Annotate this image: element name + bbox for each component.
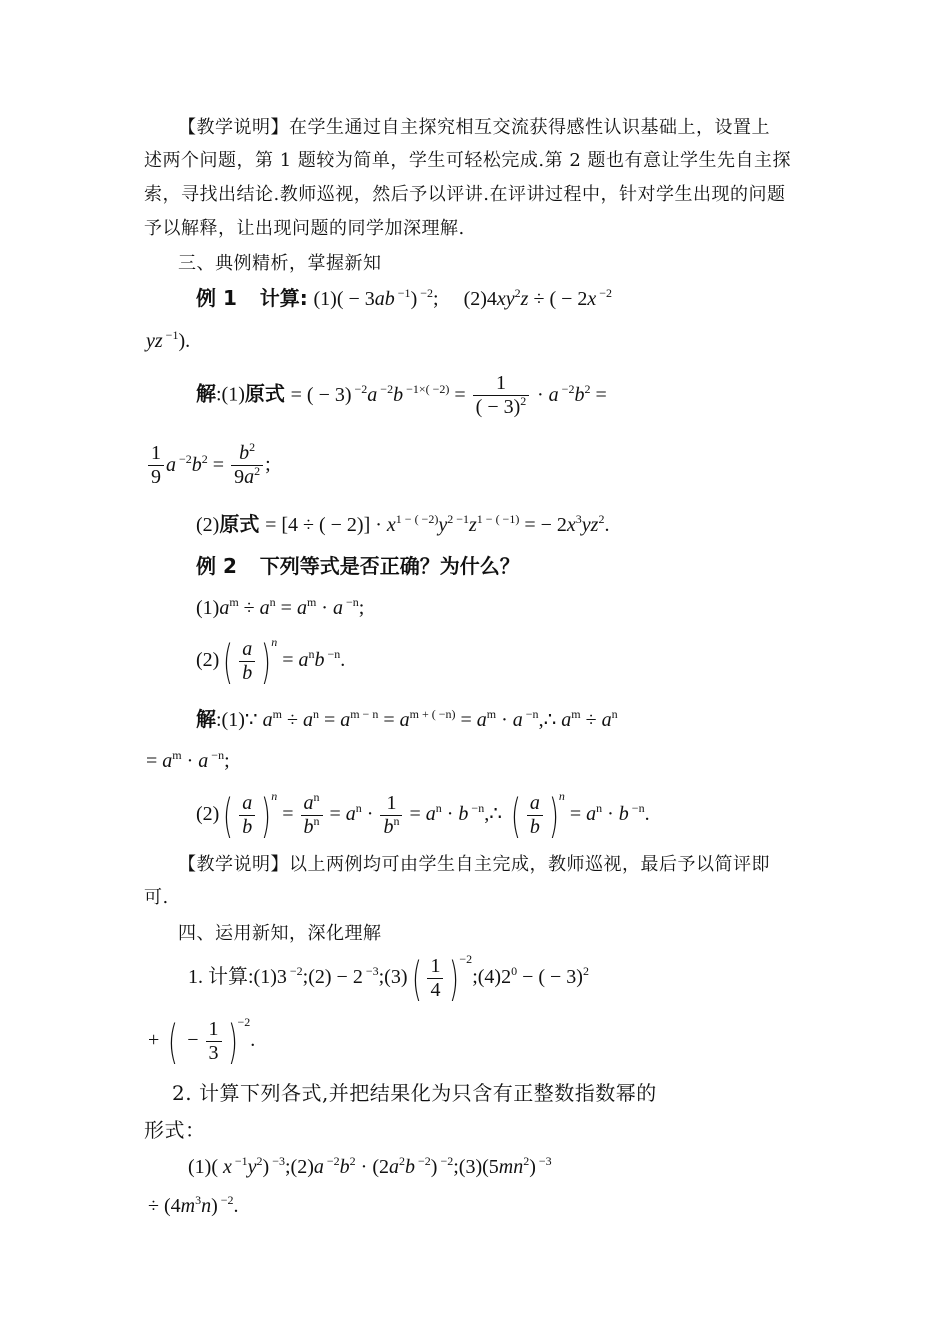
section4-heading: 四、运用新知，深化理解: [178, 923, 382, 944]
example2-eq1: $(1)a^m \div a^n = a^m \cdot a$ $^{-n}$;: [196, 595, 365, 619]
exercise2-items: (1)( x $^{-1}y^2$) $^{-3}$;(2)a $^{-2}b^2 \cdot (2a^2b$ $^{-2}$) $^{-2};(3)(5mn^2)$ $^{-3}$: [188, 1154, 552, 1178]
example2-solution-2: (2)( $\frac{a}{b}$ )n = $\frac{a^n}{b^n}$ = $a^n$ · $\frac{1}{b^n}$ = $a^n \cdot b$ $^{-n}$,∴ ( $\frac{a}{b}$ )$n = a^n \cdot b$ $^{-n}$.: [196, 788, 650, 843]
para2-line-1: 【教学说明】以上两例均可由学生自主完成，教师巡视，最后予以简评即: [178, 854, 770, 875]
original-expr-label-2: 原式: [219, 512, 260, 536]
para2-line-2: 可.: [144, 887, 169, 908]
fraction: $\frac{1}{( - 3)^2}$: [473, 372, 530, 419]
example2-question: 下列等式是否正确？为什么？: [259, 554, 520, 578]
exercise2-items-cont: ÷ $(4m^3n)$ $^{-2}$.: [148, 1193, 239, 1217]
example2-label: 例 2: [196, 554, 237, 578]
example1-instruction: 计算: [259, 286, 300, 310]
solution-label: 解: [196, 381, 216, 406]
exercise1: 1. 计算:(1)3 $^{-2}$;(2) − 2 $^{-3}$;(3)( $\frac{1}{4}$ )$-2;(4)2^0$ − ( − 3)$^2$: [188, 951, 589, 1006]
example1-problem-cont: yz $^{-1}$).: [146, 328, 191, 352]
solution-label-2: 解: [196, 707, 216, 731]
para1-line-3: 索，寻找出结论.教师巡视，然后予以评讲.在评讲过程中，针对学生出现的问题: [144, 184, 786, 205]
section3-heading: 三、典例精析，掌握新知: [178, 253, 382, 274]
exercise2-line-1: 2. 计算下列各式,并把结果化为只含有正整数指数幂的: [172, 1081, 657, 1105]
para1-line-4: 予以解释，让出现问题的同学加深理解.: [144, 218, 465, 239]
exercise2-line-2: 形式：: [144, 1118, 206, 1142]
example2-eq2: (2)( $\frac{a}{b}$ )$n = a^nb$ $^{-n}$.: [196, 634, 346, 689]
example2-heading: [196, 556, 520, 577]
para1-line-2: 述两个问题，第 1 题较为简单，学生可轻松完成.第 2 题也有意让学生先自主探: [144, 150, 792, 171]
example2-solution-1-cont: = $a^m \cdot a$ $^{-n}$;: [146, 748, 230, 772]
example1-solution-2: (2)原式 = [4 ÷ ( − $2)] \cdot x^{1 - ( -2)}y^{2 -1}z^{1 - ( -1)}$ = − $2x^3yz^2$.: [196, 512, 610, 536]
para1-line-1: 【教学说明】在学生通过自主探究相互交流获得感性认识基础上，设置上: [178, 117, 770, 138]
example1-solution-1-cont: $\frac{1}{9}$ a $^{-2}b^2$ = $\frac{b^2}{9a^2}$ ;: [146, 442, 271, 489]
exercise1-label: 1. 计算: [188, 966, 248, 989]
example1-label: 例 1: [196, 286, 237, 310]
example1-solution-1: 解:(1)原式 = ( − 3) $^{-2}$a $^{-2}$b $^{-1\times( -2)}$ = $\frac{1}{( - 3)^2}$ · a $^{-2}b^2$ =: [196, 372, 607, 418]
exercise1-cont: + ( − $\frac{1}{3}$ )−2.: [148, 1014, 256, 1069]
example2-solution-1: 解:(1)∵ $a^m \div a^n = a^{m - n} = a^{m + ( -n)} = a^m \cdot a$ $^{-n}$,∴ $a^m \div a^n$: [196, 707, 618, 731]
original-expr-label: 原式: [244, 381, 285, 406]
example1-problem: 例 1 计算: (1)( − 3ab $^{-1}$) $^{-2}$; $(2)4xy^2z$ ÷ ( − 2x $^{-2}$: [196, 286, 613, 310]
